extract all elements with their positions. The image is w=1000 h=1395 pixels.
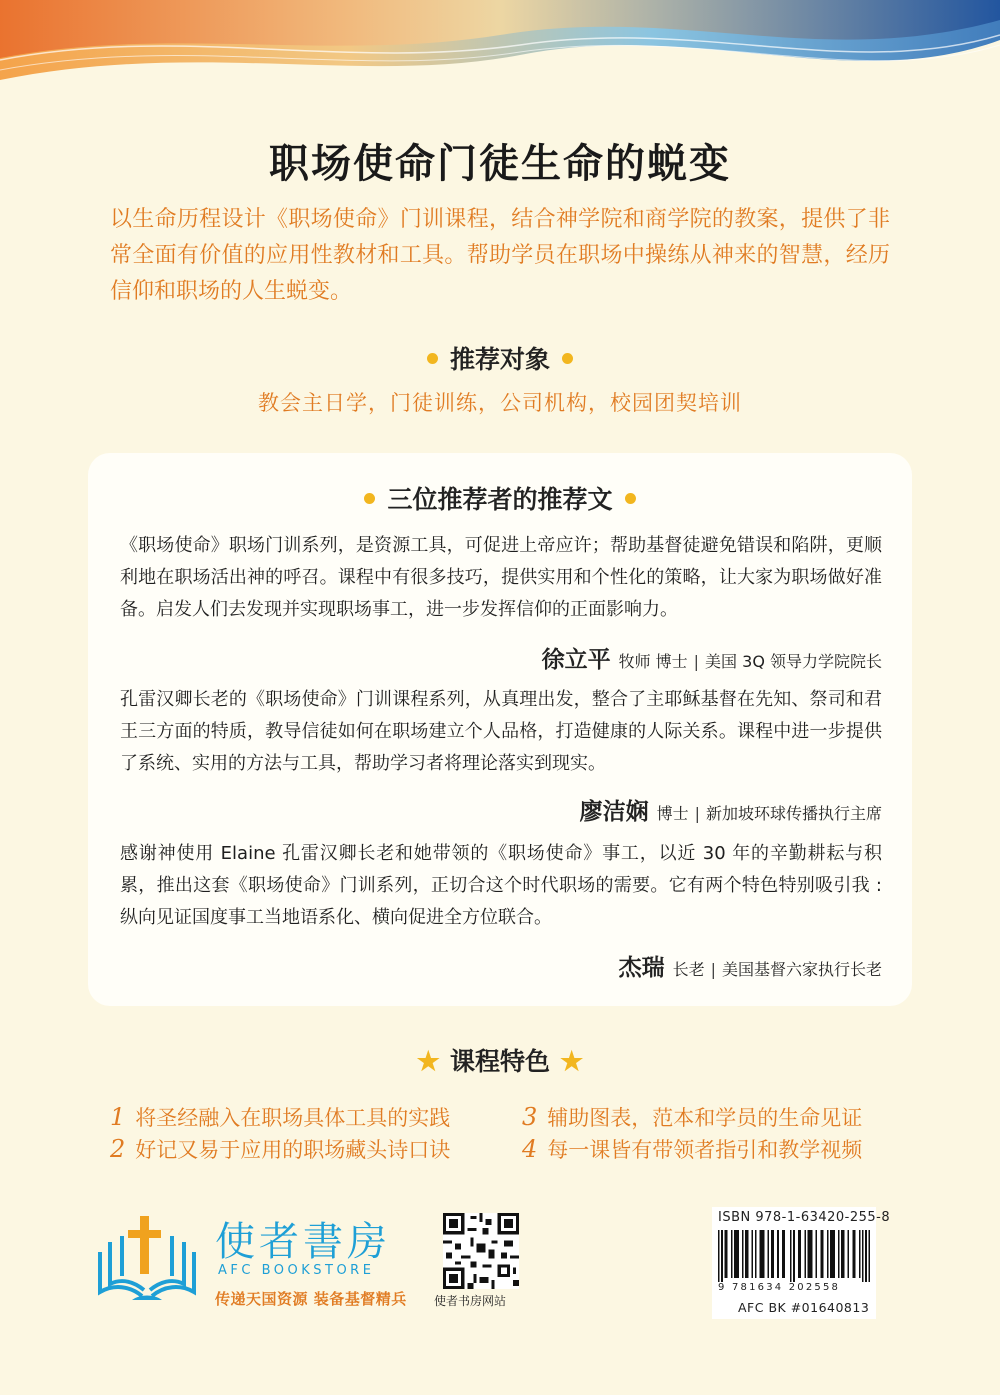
isbn-label: ISBN 978-1-63420-255-8 — [718, 1210, 891, 1225]
recommender-signature-1: 徐立平 牧师 博士 | 美国 3Q 领导力学院院长 — [541, 646, 882, 673]
star-icon: ★ — [560, 1047, 584, 1077]
recommendations-heading: 三位推荐者的推荐文 — [0, 480, 1000, 516]
recommendation-quote-3: 感谢神使用 Elaine 孔雷汉卿长老和她带领的《职场使命》事工，以近 30 年的辛勤耕耘与积累，推出这套《职场使命》门训系列，正切合这个时代职场的需要。它有两个特色特别吸引我 : 纵向见证国度事工当地语系化、横向促进全方位联合。 — [120, 843, 882, 928]
bullet-dot-icon — [562, 353, 573, 364]
recommender-name: 徐立平 — [541, 646, 611, 673]
audience-text: 教会主日学，门徒训练，公司机构，校园团契培训 — [258, 391, 742, 415]
recommender-title: 长老 — [672, 960, 705, 979]
recommender-role: 美国基督六家执行长老 — [721, 960, 882, 979]
recommendation-quote-1: 《职场使命》职场门训系列，是资源工具，可促进上帝应许；帮助基督徒避免错误和陷阱，更顺利地在职场活出神的呼召。课程中有很多技巧，提供实用和个性化的策略，让大家为职场做好准备。启发人们去发现并实现职场事工，进一步发挥信仰的正面影响力。 — [120, 535, 882, 620]
decorative-wave-banner — [0, 0, 1000, 110]
audience-heading: 推荐对象 — [0, 340, 1000, 376]
afc-code: AFC BK #01640813 — [738, 1300, 870, 1315]
feature-item-4: 4 每一课皆有带领者指引和教学视频 — [522, 1135, 863, 1163]
recommender-name: 杰瑞 — [618, 954, 665, 981]
recommender-role: 新加坡环球传播执行主席 — [705, 804, 882, 823]
recommender-role: 美国 3Q 领导力学院院长 — [705, 652, 882, 671]
star-icon: ★ — [416, 1047, 440, 1077]
bullet-dot-icon — [364, 493, 375, 504]
recommendation-quote-2: 孔雷汉卿长老的《职场使命》门训课程系列，从真理出发，整合了主耶稣基督在先知、祭司和君王三方面的特质，教导信徒如何在职场建立个人品格，打造健康的人际关系。课程中进一步提供了系统、实用的方法与工具，帮助学习者将理论落实到现实。 — [120, 689, 882, 774]
recommender-signature-3: 杰瑞 长老 | 美国基督六家执行长老 — [618, 954, 882, 981]
qr-code-icon[interactable] — [443, 1213, 519, 1289]
feature-item-1: 1 将圣经融入在职场具体工具的实践 — [110, 1103, 451, 1131]
recommender-name: 廖洁娴 — [579, 798, 649, 825]
recommender-signature-2: 廖洁娴 博士 | 新加坡环球传播执行主席 — [579, 798, 882, 825]
publisher-cross-book-icon — [92, 1212, 202, 1304]
qr-caption: 使者书房网站 — [434, 1294, 507, 1308]
bullet-dot-icon — [427, 353, 438, 364]
recommender-title: 博士 — [656, 804, 689, 823]
recommender-title: 牧师 博士 — [618, 652, 688, 671]
feature-item-2: 2 好记又易于应用的职场藏头诗口诀 — [110, 1135, 451, 1163]
intro-paragraph: 以生命历程设计《职场使命》门训课程，结合神学院和商学院的教案，提供了非常全面有价值的应用性教材和工具。帮助学员在职场中操练从神来的智慧，经历信仰和职场的人生蜕变。 — [110, 207, 890, 304]
feature-item-3: 3 辅助图表，范本和学员的生命见证 — [522, 1103, 863, 1131]
publisher-name-en: AFC BOOKSTORE — [218, 1263, 375, 1278]
bullet-dot-icon — [625, 493, 636, 504]
publisher-name-cn: 使者書房 — [215, 1219, 391, 1265]
barcode-icon — [718, 1230, 870, 1282]
features-heading: ★ 课程特色 ★ — [416, 1047, 584, 1077]
barcode-digits: 9 781634 202558 — [718, 1282, 841, 1293]
publisher-slogan: 传递天国资源 装备基督精兵 — [215, 1290, 407, 1308]
page-title: 职场使命门徒生命的蜕变 — [269, 140, 731, 187]
